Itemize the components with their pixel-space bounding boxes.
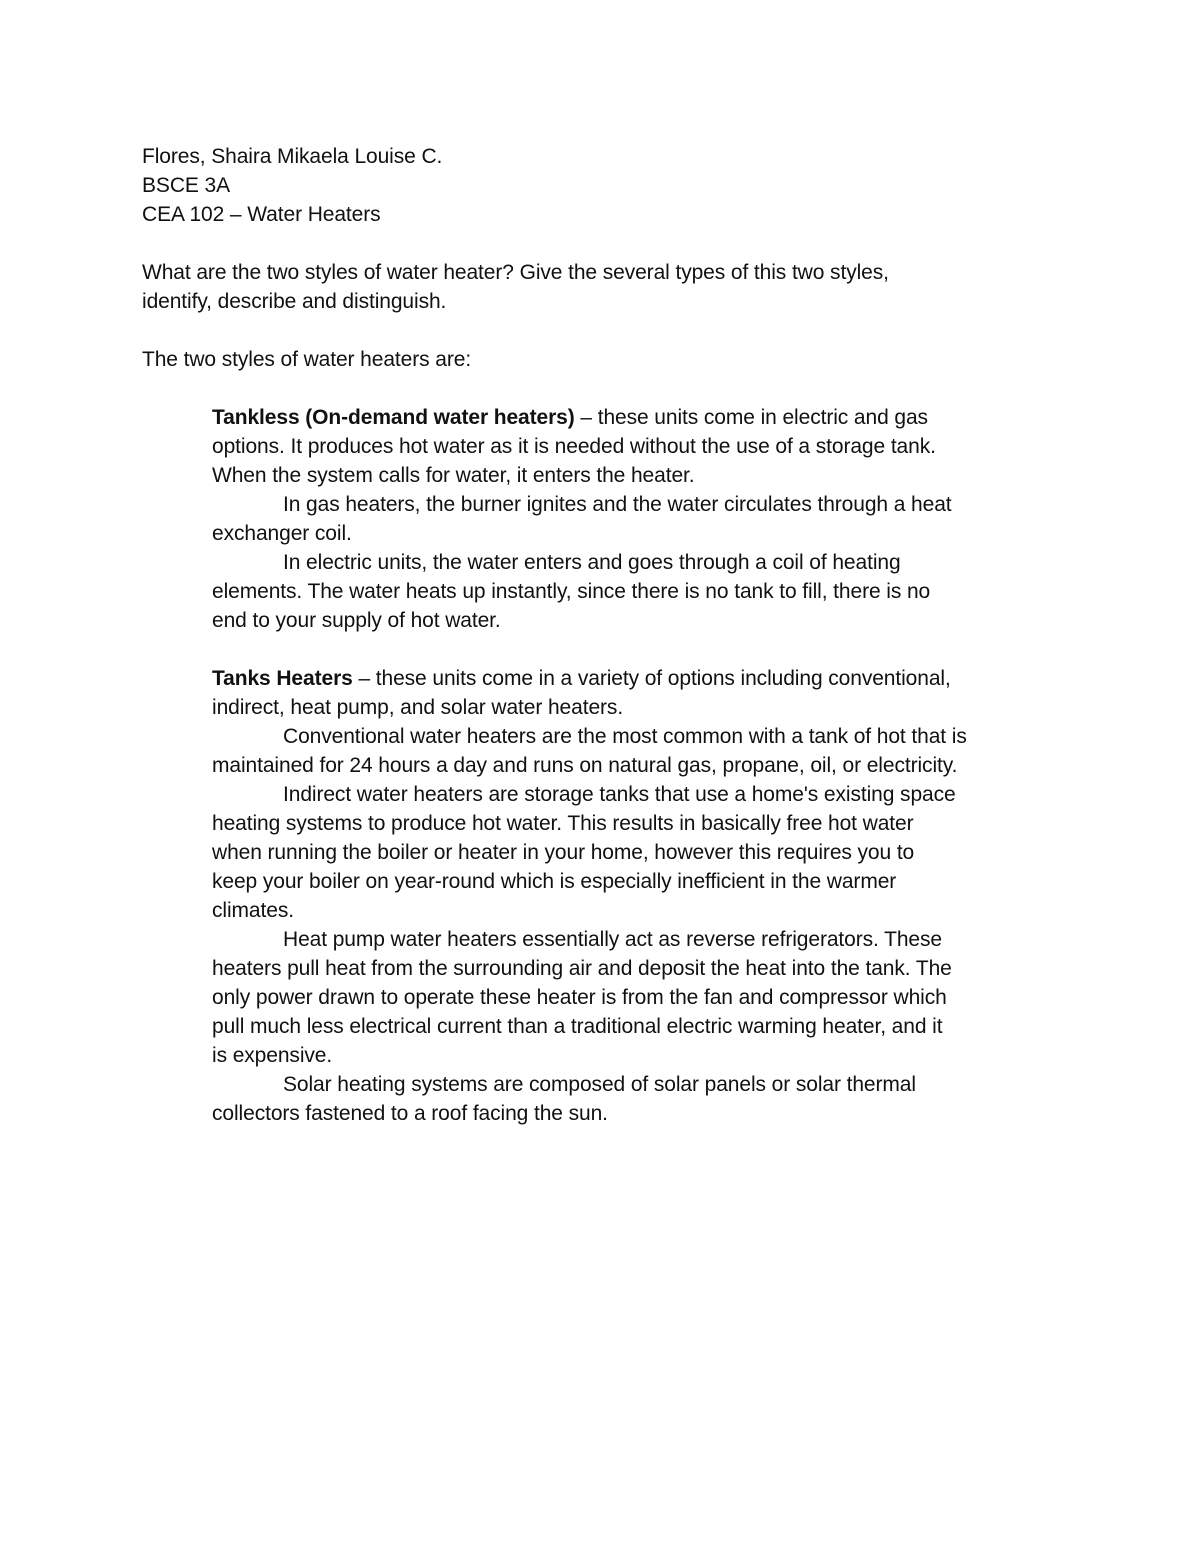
tanks-line-6: heating systems to produce hot water. This results in basically free hot water [212, 812, 914, 835]
question-line-2: identify, describe and distinguish. [142, 290, 447, 313]
question-line-1: What are the two styles of water heater? Give the several types of this two styles, [142, 261, 889, 284]
tankless-term: Tankless (On-demand water heaters) [212, 406, 575, 429]
tanks-line-8: keep your boiler on year-round which is especially inefficient in the warmer [212, 870, 897, 893]
tankless-text-1: – these units come in electric and gas [574, 406, 928, 429]
tanks-line-15: Solar heating systems are composed of solar panels or solar thermal [283, 1073, 916, 1096]
tankless-line-4: In gas heaters, the burner ignites and the water circulates through a heat [283, 493, 952, 516]
tankless-line-1 [212, 403, 928, 432]
author-name: Flores, Shaira Mikaela Louise C. [142, 145, 443, 168]
tankless-line-8: end to your supply of hot water. [212, 609, 501, 632]
tanks-line-10: Heat pump water heaters essentially act as reverse refrigerators. These [283, 928, 942, 951]
course-title: CEA 102 – Water Heaters [142, 203, 381, 226]
tanks-line-7: when running the boiler or heater in your home, however this requires you to [212, 841, 915, 864]
tankless-line-2: options. It produces hot water as it is needed without the use of a storage tank. [212, 435, 936, 458]
tankless-line-6: In electric units, the water enters and goes through a coil of heating [283, 551, 901, 574]
tankless-line-7: elements. The water heats up instantly, since there is no tank to fill, there is no [212, 580, 931, 603]
tanks-line-9: climates. [212, 899, 294, 922]
tanks-line-11: heaters pull heat from the surrounding air and deposit the heat into the tank. The [212, 957, 952, 980]
intro-line: The two styles of water heaters are: [142, 348, 472, 371]
tanks-line-3: Conventional water heaters are the most common with a tank of hot that is [283, 725, 967, 748]
tanks-line-12: only power drawn to operate these heater is from the fan and compressor which [212, 986, 947, 1009]
tanks-text-1: – these units come in a variety of options including conventional, [352, 667, 951, 690]
tanks-line-1 [212, 664, 951, 693]
tanks-line-13: pull much less electrical current than a traditional electric warming heater, and it [212, 1015, 943, 1038]
tanks-line-2: indirect, heat pump, and solar water heaters. [212, 696, 624, 719]
tanks-line-14: is expensive. [212, 1044, 333, 1067]
tanks-line-16: collectors fastened to a roof facing the sun. [212, 1102, 608, 1125]
tanks-line-5: Indirect water heaters are storage tanks that use a home's existing space [283, 783, 956, 806]
tankless-line-3: When the system calls for water, it enters the heater. [212, 464, 695, 487]
tanks-line-4: maintained for 24 hours a day and runs on natural gas, propane, oil, or electricity. [212, 754, 958, 777]
tankless-line-5: exchanger coil. [212, 522, 352, 545]
course-section: BSCE 3A [142, 174, 231, 197]
tanks-term: Tanks Heaters [212, 667, 353, 690]
